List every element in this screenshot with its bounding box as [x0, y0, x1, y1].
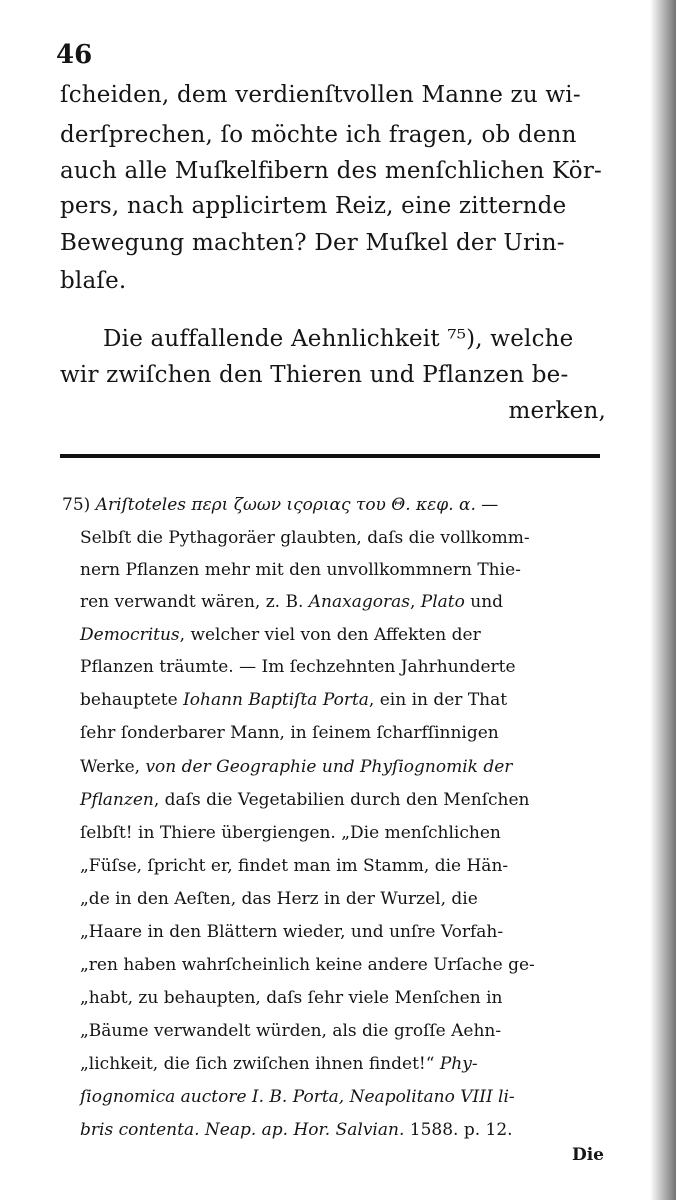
- footnote-text: , daſs die Vegetabilien durch den Menſchen: [153, 790, 530, 810]
- body-line: derſprechen, ſo möchte ich fragen, ob denn: [60, 122, 577, 148]
- footnote-text: behauptete: [80, 690, 178, 710]
- body-line: ſcheiden, dem verdienſtvollen Manne zu wi-: [60, 82, 581, 108]
- footnote-line: [80, 690, 507, 710]
- work-title: Phy-: [439, 1054, 478, 1074]
- body-line: auch alle Muſkelfibern des menſchlichen Kör-: [60, 158, 602, 184]
- footnote-line: ſelbſt! in Thiere übergiengen. „Die menſchlichen: [80, 823, 501, 843]
- footnote-line: „Bäume verwandelt würden, als die groſſe Aehn-: [80, 1021, 502, 1041]
- body-line: wir zwiſchen den Thieren und Pflanzen be-: [60, 362, 569, 388]
- footnote-text: , ein in der That: [368, 690, 508, 710]
- body-line: Bewegung machten? Der Muſkel der Urin-: [60, 230, 565, 256]
- footnote-line: [80, 757, 512, 777]
- citation-text: bris contenta. Neap. ap. Hor. Salvian.: [80, 1120, 405, 1140]
- author-name: Ariſtoteles: [95, 495, 186, 515]
- footnote-divider: [60, 454, 600, 458]
- body-line: blaſe.: [60, 268, 127, 294]
- catchword: Die: [571, 1145, 604, 1165]
- footnote-text: ,: [409, 592, 416, 612]
- footnote-line: ſiognomica auctore I. B. Porta, Neapolitano VIII li-: [80, 1087, 515, 1107]
- footnote-line: ſehr ſonderbarer Mann, in ſeinem ſcharfſinnigen: [80, 723, 499, 743]
- footnote-text: und: [470, 592, 504, 612]
- footnote-line: „ren haben wahrſcheinlich keine andere Urſache ge-: [80, 955, 535, 975]
- footnote-line: Pflanzen träumte. — Im ſechzehnten Jahrhunderte: [80, 657, 516, 677]
- footnote-line: [80, 790, 529, 810]
- footnote-text: ren verwandt wären, z. B.: [80, 592, 304, 612]
- page-edge-shadow: [650, 0, 676, 1200]
- author-name: Plato: [420, 592, 465, 612]
- footnote-line: „Füſse, ſpricht er, findet man im Stamm, die Hän-: [80, 856, 509, 876]
- greek-title: περι ζωων ιςοριας του Θ. κεφ. α. —: [191, 495, 499, 515]
- footnote-marker: 75): [62, 495, 91, 515]
- footnote-line: [80, 1054, 478, 1074]
- work-title: Pflanzen: [80, 790, 154, 810]
- work-title: von der Geographie und Phyſiognomik der: [145, 757, 513, 777]
- author-name: Anaxagoras: [308, 592, 410, 612]
- author-name: Democritus: [80, 625, 180, 645]
- footnote-line: „habt, zu behaupten, daſs ſehr viele Menſchen in: [80, 988, 503, 1008]
- footnote-line: „de in den Aeſten, das Herz in der Wurzel, die: [80, 889, 478, 909]
- body-line: merken,: [508, 398, 606, 424]
- footnote-text: Werke,: [80, 757, 141, 777]
- citation-text: 1588. p. 12.: [409, 1120, 513, 1140]
- footnote-line: „Haare in den Blättern wieder, und unſre Vorfah-: [80, 922, 504, 942]
- footnote-line: [62, 495, 498, 515]
- footnote-text: „lichkeit, die ſich zwiſchen ihnen findet!“: [80, 1054, 435, 1074]
- body-line: Die auffallende Aehnlichkeit ⁷⁵), welche: [103, 326, 574, 352]
- footnote-line: Selbſt die Pythagoräer glaubten, daſs die vollkomm-: [80, 528, 530, 548]
- footnote-line: [80, 625, 481, 645]
- footnote-text: , welcher viel von den Affekten der: [179, 625, 481, 645]
- author-name: Iohann Baptiſta Porta: [183, 690, 369, 710]
- page-number: 46: [56, 40, 93, 70]
- body-line: pers, nach applicirtem Reiz, eine zitternde: [60, 193, 567, 219]
- footnote-line: [80, 1120, 513, 1140]
- footnote-line: nern Pflanzen mehr mit den unvollkommnern Thie-: [80, 560, 521, 580]
- footnote-line: [80, 592, 503, 612]
